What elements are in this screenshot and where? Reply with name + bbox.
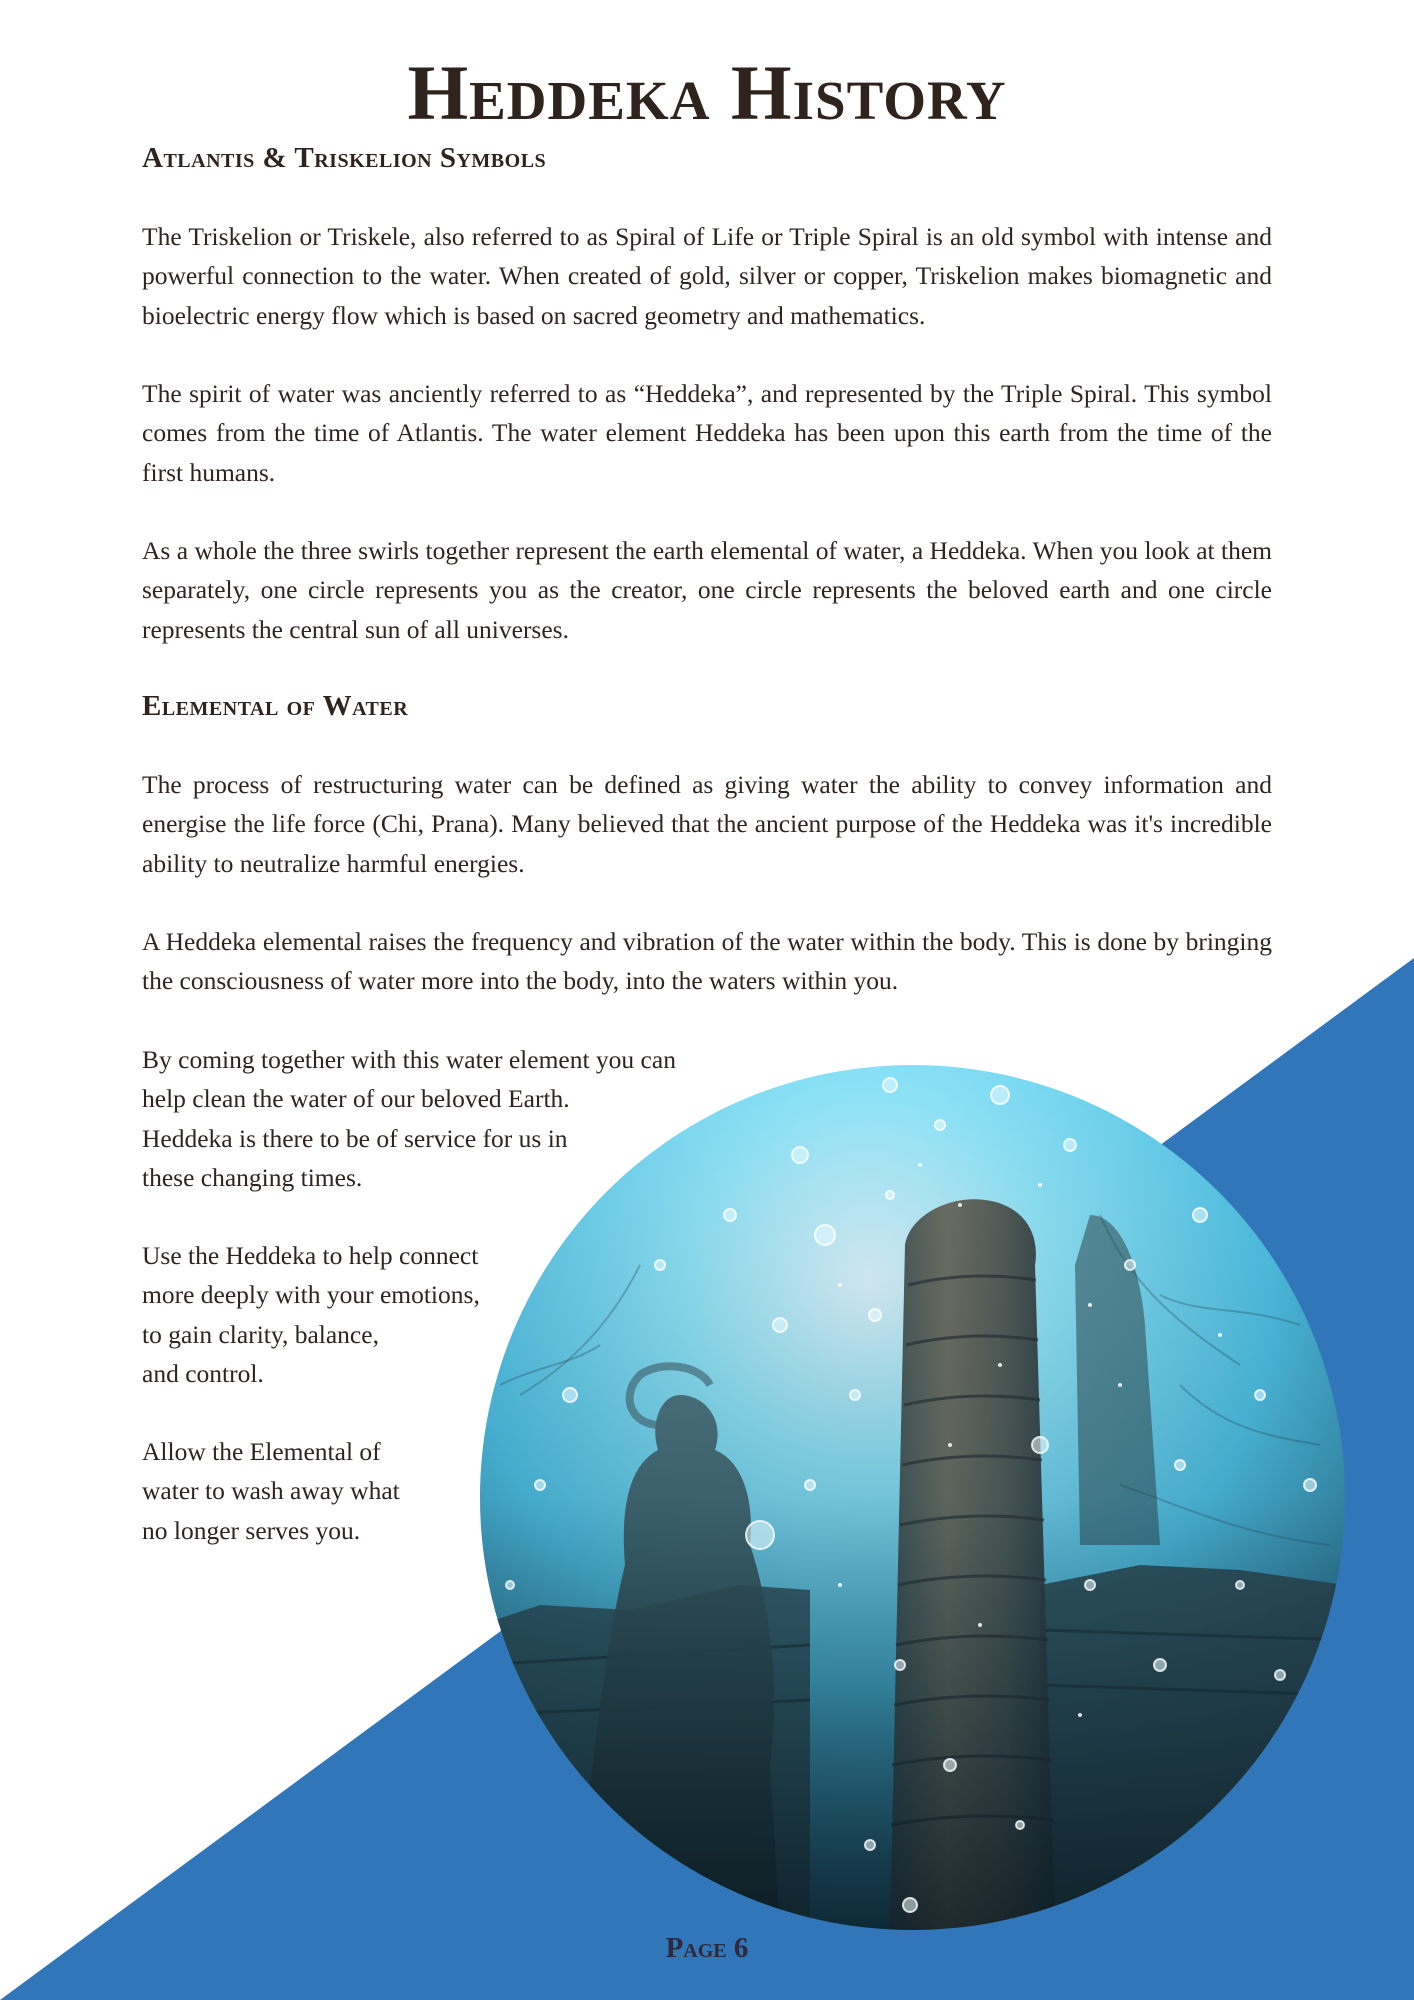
side-paragraph-wash-away (142, 1432, 400, 1550)
paragraph-restructuring-water: The process of restructuring water can be defined as giving water the ability to convey information and energise the life force (Chi, Prana). Many believed that the ancient purpose of the Heddeka was it's incredible ability to neutralize harmful energies. (142, 770, 1272, 878)
side-line: water to wash away what (142, 1476, 400, 1506)
side-line: more deeply with your emotions, (142, 1280, 480, 1310)
paragraph-frequency: A Heddeka elemental raises the frequency and vibration of the water within the body. This is done by bringing the consciousness of water more into the body, into the waters within you. (142, 927, 1272, 996)
side-line: By coming together with this water element you can (142, 1045, 676, 1074)
side-line: no longer serves you. (142, 1515, 361, 1545)
side-line: to gain clarity, balance, (142, 1319, 379, 1349)
paragraph-three-swirls: As a whole the three swirls together represent the earth elemental of water, a Heddeka. When you look at them separately, one circle represents you as the creator, one circle represents the beloved earth and one circle represents the central sun of all universes. (142, 536, 1272, 644)
page-title: Heddeka History (407, 49, 1007, 136)
side-line: these changing times. (142, 1163, 363, 1193)
side-paragraph-coming-together (142, 1040, 676, 1198)
side-line: and control. (142, 1359, 264, 1389)
section-heading-atlantis: Atlantis & Triskelion Symbols (142, 142, 547, 174)
section-heading-elemental: Elemental of Water (142, 690, 409, 722)
side-line: Allow the Elemental of (142, 1437, 381, 1466)
side-line: Use the Heddeka to help connect (142, 1241, 479, 1270)
side-paragraph-connect (142, 1236, 480, 1394)
side-line: Heddeka is there to be of service for us in (142, 1123, 568, 1153)
paragraph-spirit-of-water: The spirit of water was anciently referred to as “Heddeka”, and represented by the Triple Spiral. This symbol comes from the time of Atlantis. The water element Heddeka has been upon this earth from the time of the first humans. (142, 379, 1272, 487)
side-line: help clean the water of our beloved Earth. (142, 1084, 570, 1114)
page-number: Page 6 (665, 1932, 749, 1964)
paragraph-triskelion: The Triskelion or Triskele, also referred to as Spiral of Life or Triple Spiral is an old symbol with intense and powerful connection to the water. When created of gold, silver or copper, Triskelion makes biomagnetic and bioelectric energy flow which is based on sacred geometry and mathematics. (142, 222, 1272, 330)
